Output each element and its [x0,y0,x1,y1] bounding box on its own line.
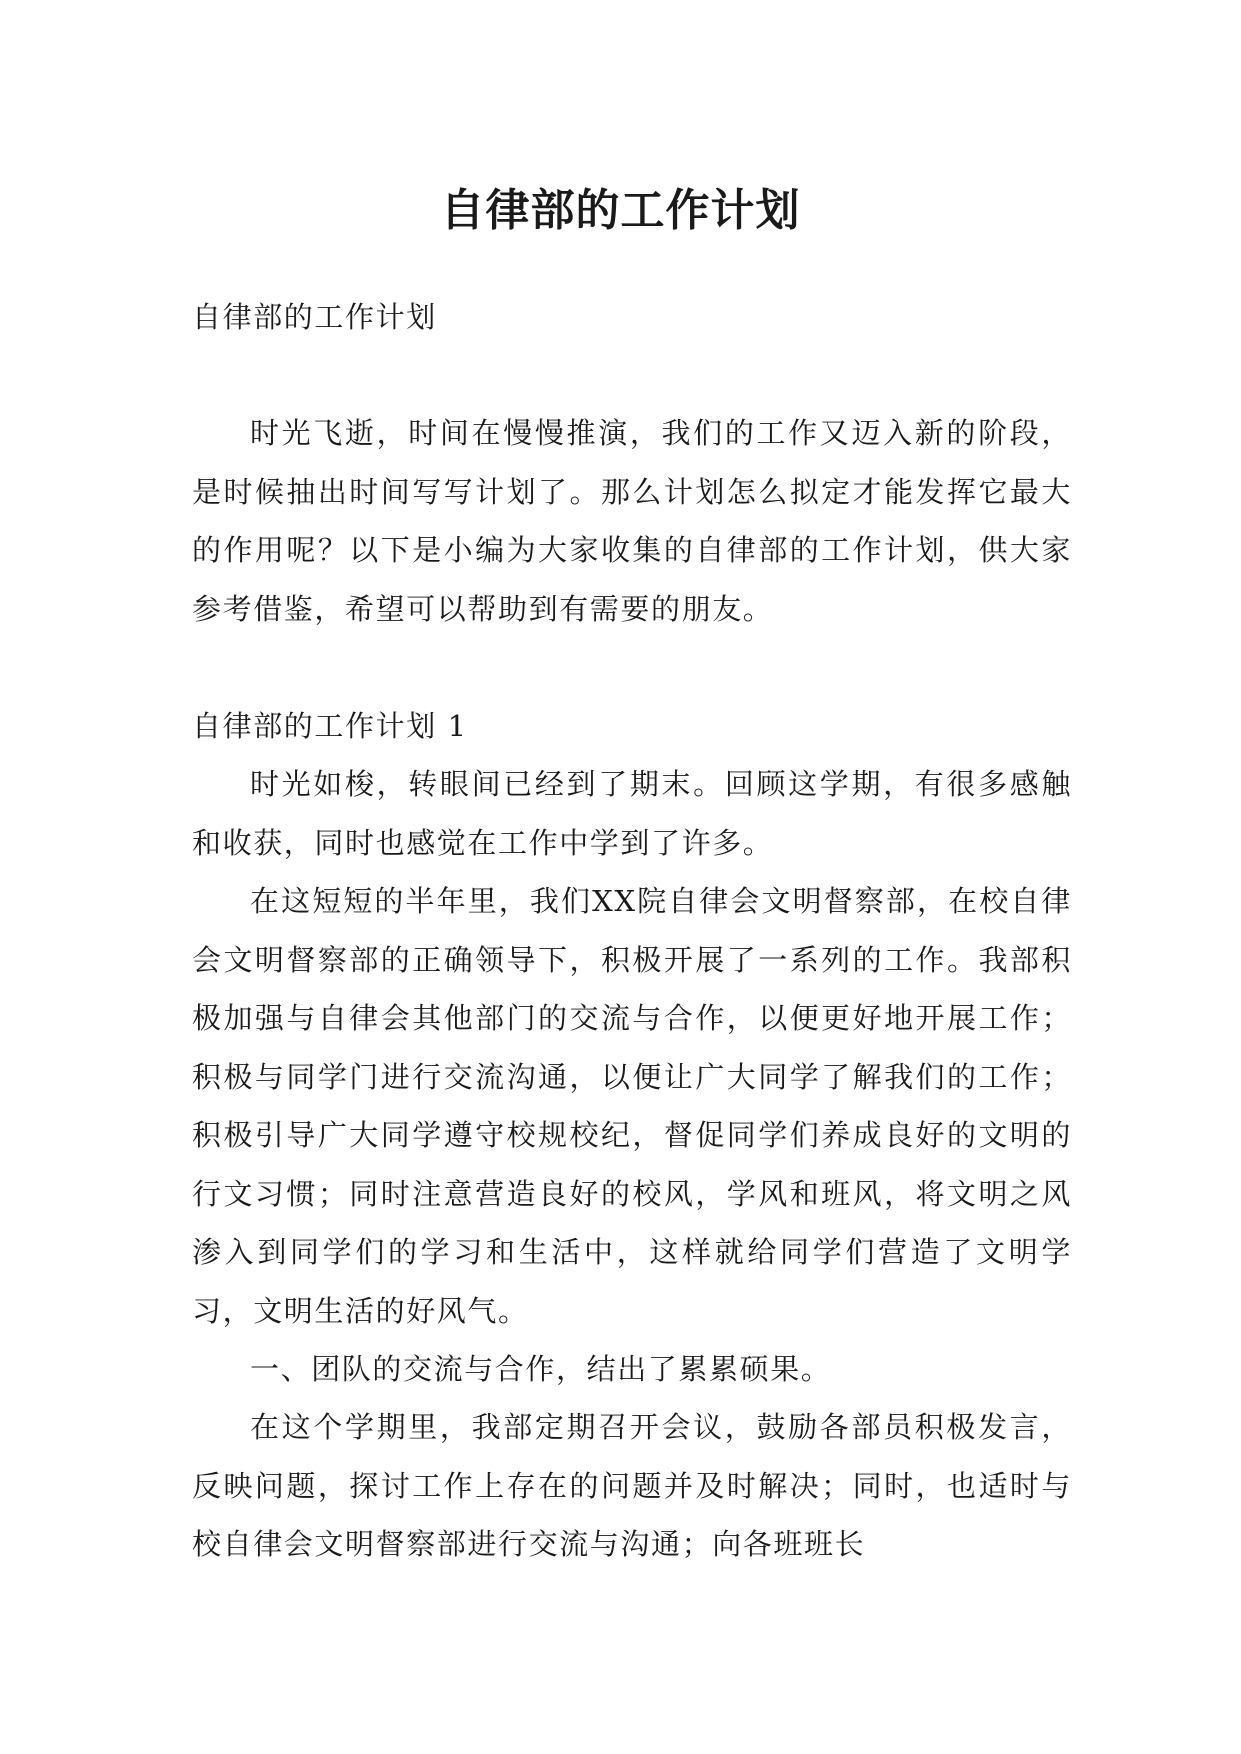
section-heading: 自律部的工作计划 1 [192,709,468,743]
intro-paragraph: 时光飞逝，时间在慢慢推演，我们的工作又迈入新的阶段，是时候抽出时间写写计划了。那么计划怎么拟定才能发挥它最大的作用呢？以下是小编为大家收集的自律部的工作计划，供大家参考借鉴，希望可以帮助到有需要的朋友。 [192,416,1072,626]
subsection-heading: 一、团队的交流与合作，结出了累累硕果。 [250,1352,832,1386]
page-title: 自律部的工作计划 [440,185,801,237]
document-subtitle: 自律部的工作计划 [192,300,437,334]
body-paragraph: 在这短短的半年里，我们XX院自律会文明督察部，在校自律会文明督察部的正确领导下，积极开展了一系列的工作。我部积极加强与自律会其他部门的交流与合作，以便更好地开展工作；积极与同学门进行交流沟通，以便让广大同学了解我们的工作；积极引导广大同学遵守校规校纪，督促同学们养成良好的文明的行文习惯；同时注意营造良好的校风，学风和班风，将文明之风渗入到同学们的学习和生活中，这样就给同学们营造了文明学习，文明生活的好风气。 [192,884,1072,1328]
body-paragraph: 时光如梭，转眼间已经到了期末。回顾这学期，有很多感触和收获，同时也感觉在工作中学到了许多。 [192,767,1072,860]
body-paragraph: 在这个学期里，我部定期召开会议，鼓励各部员积极发言，反映问题，探讨工作上存在的问题并及时解决；同时，也适时与校自律会文明督察部进行交流与沟通；向各班班长 [192,1410,1072,1561]
